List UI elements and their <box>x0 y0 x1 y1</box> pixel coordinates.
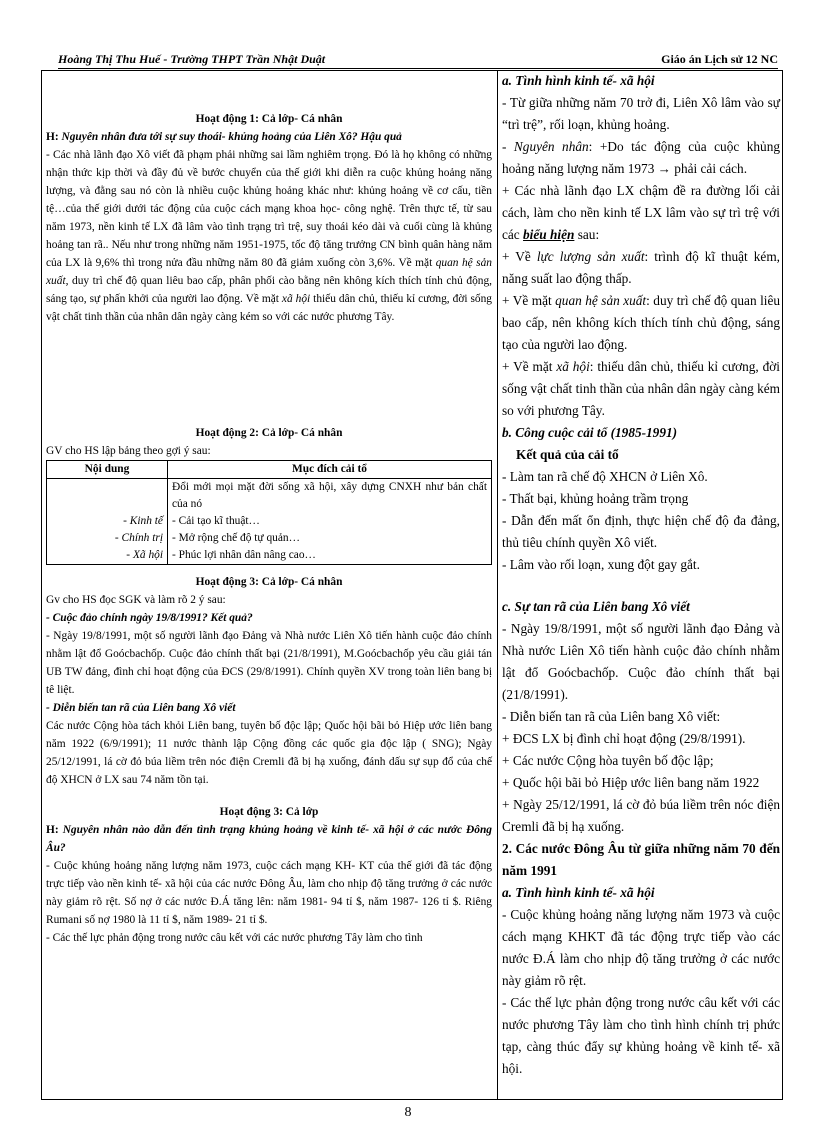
activity-4-paragraph-2: - Các thế lực phản động trong nước câu kết với các nước phương Tây làm cho tình <box>46 932 423 944</box>
question-prefix: H: <box>46 824 63 836</box>
purpose-politics: - Mở rộng chế độ tự quản… <box>172 532 300 544</box>
text-underlined: biểu hiện <box>523 227 575 242</box>
section-c-title: c. Sự tan rã của Liên bang Xô viết <box>502 599 690 614</box>
section-2a-title: a. Tình hình kinh tế- xã hội <box>502 885 655 900</box>
table-header-purpose: Mục đích cải tổ <box>168 461 492 479</box>
section-2a-item-2: - Các thế lực phản động trong nước câu kết với các nước phương Tây làm cho tình hình chính trị phức tạp, càng thúc đẩy sự khủng hoảng về kinh tế- xã hội. <box>502 995 780 1076</box>
activity-2-title: Hoạt động 2: Cả lớp- Cá nhân <box>195 427 343 439</box>
right-column <box>498 70 783 1100</box>
page-header <box>58 52 778 68</box>
section-b-subtitle: Kết quả của cải tổ <box>516 447 619 462</box>
text-italic: xã hội <box>281 293 311 305</box>
section-c-item-3: + ĐCS LX bị đình chỉ hoạt động (29/8/1991). <box>502 731 746 746</box>
table-row <box>47 479 492 565</box>
category-society: - Xã hội <box>126 549 163 561</box>
question-text: Nguyên nhân đưa tới sự suy thoái- khủng hoảng của Liên Xô? Hậu quả <box>61 131 402 143</box>
text-italic: quan hệ sản xuất <box>555 293 647 308</box>
text: : thiếu dân chủ, thiếu kỉ cương, đời sống vật chất tinh thần của nhân dân ngày càng kém so với phương Tây. <box>502 359 780 418</box>
section-a-item-5 <box>502 290 780 356</box>
table-header-content: Nội dung <box>47 461 168 479</box>
activity-1-title: Hoạt động 1: Cả lớp- Cá nhân <box>195 113 343 125</box>
activity-1-paragraph <box>46 146 492 326</box>
section-c-item-2: - Diễn biến tan rã của Liên bang Xô viết: <box>502 709 721 724</box>
text: : +Do tác động của cuộc khủng hoảng năng lượng năm 1973 → phải cải cách. <box>502 139 780 176</box>
table-cell-categories <box>47 479 168 565</box>
text: duy trì chế độ quan liêu bao cấp, phân phối cào bằng nên không kích thích tính chủ động, sáng tạo, sự phấn khởi của người lao động. Về mặt <box>46 275 492 305</box>
purpose-economy: - Cải tạo kĩ thuật… <box>172 515 260 527</box>
text: + Các nhà lãnh đạo LX chậm đề ra đường lối cải cách, làm cho nền kinh tế LX lâm vào sự trì trệ với các <box>502 183 780 242</box>
section-b-item-3: - Dẫn đến mất ổn định, thực hiện chế độ đa đảng, thủ tiêu chính quyền Xô viết. <box>502 513 780 550</box>
text: sau: <box>574 227 600 242</box>
text: + Về <box>502 249 537 264</box>
activity-4-paragraph-1: - Cuộc khủng hoảng năng lượng năm 1973, cuộc cách mạng KH- KT của thế giới đã tác động trực tiếp vào nền kinh tế- xã hội của các nước Đông Âu, làm cho nhịp độ tăng trưởng ở các nước này giảm rõ rệt. Số nợ ở các nước Đ.Á tăng lên: năm 1981- 94 tỉ $, năm 1987- 126 tỉ $. Riêng Rumani số nợ 1980 là 11 tỉ $, năm 1989- 21 tỉ $. <box>46 860 492 926</box>
section-2-title: 2. Các nước Đông Âu từ giữa những năm 70 đến năm 1991 <box>502 841 780 878</box>
question-prefix: H: <box>46 131 62 143</box>
text-italic: - Nguyên nhân <box>502 139 589 154</box>
category-politics: - Chính trị <box>114 532 163 544</box>
text: + Về mặt <box>502 293 556 308</box>
left-column <box>41 70 498 1100</box>
purpose-overall: Đổi mới mọi mặt đời sống xã hội, xây dựng CNXH như bản chất của nó <box>172 481 487 510</box>
page-number: 8 <box>404 1105 412 1120</box>
header-author: Hoàng Thị Thu Huế - Trường THPT Trần Nhật Duật <box>58 52 326 66</box>
text: - Các nhà lãnh đạo Xô viết đã phạm phải những sai lầm nghiêm trọng. Đó là họ không có những nhận thức kịp thời và đầy đủ về bước chuyển của thế giới khi diễn ra cuộc khủng hoảng năng lượng, và đằng sau nó còn là nhiều cuộc khủng hoảng khác như: khủng hoảng về cơ cấu, tiền tệ…của thế giới dưới tác động của cuộc cách mạng khoa học- công nghệ. Trên thực tế, từ sau năm 1973, nền kinh tế LX đã lâm vào tình trạng trì trệ, suy thoái kéo dài và cuối cùng là khủng hoảng tan rã.. Nếu như trong những năm 1951-1975, tốc độ tăng trưởng CN bình quân hàng năm của LX là 9,6% thì trong nửa đầu những năm 80 đã giảm xuống còn 3,6%. Về mặt <box>46 149 492 269</box>
section-b-item-2: - Thất bại, khủng hoảng trầm trọng <box>502 491 689 506</box>
section-b-item-1: - Làm tan rã chế độ XHCN ở Liên Xô. <box>502 469 708 484</box>
section-c-item-5: + Quốc hội bãi bỏ Hiệp ước liên bang năm 1922 <box>502 775 760 790</box>
activity-3-intro: Gv cho HS đọc SGK và làm rõ 2 ý sau: <box>46 594 226 606</box>
text: : trình độ kĩ thuật kém, năng suất lao động thấp. <box>502 249 781 286</box>
section-a-title: a. Tình hình kinh tế- xã hội <box>502 73 655 88</box>
table-cell-purposes <box>168 479 492 565</box>
activity-4-title: Hoạt động 3: Cả lớp <box>219 806 319 818</box>
question-text: Nguyên nhân nào dẫn đến tình trạng khủng hoảng về kinh tế- xã hội ở các nước Đông Âu? <box>46 824 492 854</box>
text-italic: quan hệ sản xuất, <box>46 257 492 287</box>
activity-1-question <box>46 128 492 146</box>
section-b-item-4: - Lâm vào rối loạn, xung đột gay gắt. <box>502 557 700 572</box>
section-c-item-1: - Ngày 19/8/1991, một số người lãnh đạo Đảng và Nhà nước Liên Xô tiến hành cuộc đảo chính nhằm lật đổ Goócbachốp. Cuộc đảo chính thất bại (21/8/1991). <box>502 621 780 702</box>
section-b-title: b. Công cuộc cải tổ (1985-1991) <box>502 425 678 440</box>
section-a-item-1: - Từ giữa những năm 70 trở đi, Liên Xô lâm vào sự “trì trệ”, rối loạn, khủng hoảng. <box>502 95 780 132</box>
section-a-item-3 <box>502 180 780 246</box>
text: + Về mặt <box>502 359 557 374</box>
activity-3-heading-2: - Diễn biến tan rã của Liên bang Xô viết <box>46 702 236 714</box>
activity-3-paragraph-1: - Ngày 19/8/1991, một số người lãnh đạo Đảng và Nhà nước Liên Xô tiến hành cuộc đảo chính nhằm lật đổ Goócbachốp. Cuộc đảo chính thất bại (21/8/1991), M.Goócbachốp yêu cầu giải tán UB TW đảng, đình chỉ hoạt động của ĐCS (29/8/1991). Chính quyền XV trong toàn liên bang bị tê liệt. <box>46 630 492 696</box>
purpose-society: - Phúc lợi nhân dân nâng cao… <box>172 549 316 561</box>
section-c-item-6: + Ngày 25/12/1991, lá cờ đỏ búa liềm trên nóc điện Cremli đã bị hạ xuống. <box>502 797 780 834</box>
header-subject: Giáo án Lịch sử 12 NC <box>661 52 778 66</box>
section-c-item-4: + Các nước Cộng hòa tuyên bố độc lập; <box>502 753 714 768</box>
text: thiếu dân chủ, thiếu kỉ cương, đời sống vật chất tinh thần của nhân dân ngày càng kém so với các nước phương Tây. <box>46 293 492 323</box>
activity-3-heading-1: - Cuộc đảo chính ngày 19/8/1991? Kết quả? <box>46 612 253 624</box>
header-rule <box>58 68 778 69</box>
text: : duy trì chế độ quan liêu bao cấp, nên không kích thích tính chủ động, sáng tạo của người lao động. <box>502 293 781 352</box>
activity-2-intro: GV cho HS lập bảng theo gợi ý sau: <box>46 445 211 457</box>
section-a-item-6 <box>502 356 780 422</box>
text-italic: lực lượng sản xuất <box>536 249 645 264</box>
activity-4-question <box>46 821 492 857</box>
category-economy: - Kinh tế <box>123 515 163 527</box>
section-a-item-2 <box>502 136 780 180</box>
section-a-item-4 <box>502 246 780 290</box>
activity-3-paragraph-2: Các nước Cộng hòa tách khỏi Liên bang, tuyên bố độc lập; Quốc hội bãi bỏ Hiệp ước liên bang năm 1922 (6/9/1991); 11 nước thành lập Cộng đồng các quốc gia độc lập ( SNG); Ngày 25/12/1991, lá cờ đỏ búa liềm trên nóc điện Cremli đã bị hạ xuống, đánh dấu sự sụp đổ của chế độ XHCN ở LX sau 74 năm tồn tại. <box>46 720 492 786</box>
section-2a-item-1: - Cuộc khủng hoảng năng lượng năm 1973 và cuộc cách mạng KHKT đã tác động trực tiếp vào các nước Đ.Á làm cho nhịp độ tăng trưởng ở các nước này giảm rõ rệt. <box>502 907 780 988</box>
reform-table <box>46 460 492 565</box>
text-italic: xã hội <box>556 359 590 374</box>
activity-3-title: Hoạt động 3: Cả lớp- Cá nhân <box>195 576 343 588</box>
